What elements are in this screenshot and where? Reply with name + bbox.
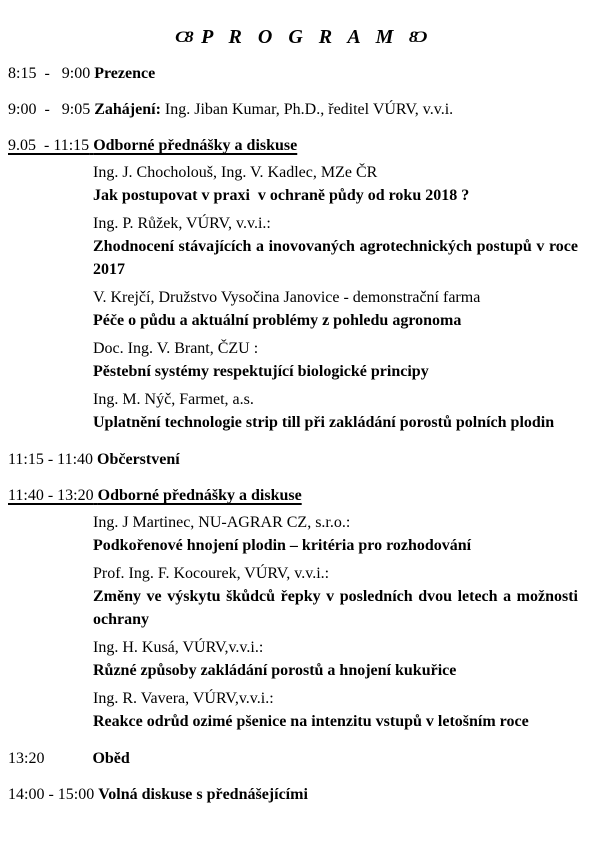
talk-list bbox=[93, 511, 578, 733]
time-range: 9.05 - 11:15 bbox=[8, 137, 90, 154]
talk-item bbox=[93, 636, 578, 682]
schedule-row-line bbox=[8, 785, 578, 805]
talk-title: Péče o půdu a aktuální problémy z pohledu agronoma bbox=[93, 312, 462, 329]
talk-item bbox=[93, 388, 578, 434]
talk-title: Pěstební systémy respektující biologické principy bbox=[93, 363, 429, 380]
schedule-row-line bbox=[8, 64, 578, 84]
talk-item bbox=[93, 212, 578, 281]
page-title-text: P R O G R A M bbox=[201, 26, 399, 48]
talk-title: Jak postupovat v praxi v ochraně půdy od roku 2018 ? bbox=[93, 187, 470, 204]
talk-speaker: Ing. M. Nýč, Farmet, a.s. bbox=[93, 391, 254, 408]
talk-title: Reakce odrůd ozimé pšenice na intenzitu vstupů v letošním roce bbox=[93, 713, 529, 730]
time-range: 13:20 bbox=[8, 750, 89, 767]
schedule-row bbox=[8, 785, 578, 805]
scroll-ornament-right-icon: 8Ɔ bbox=[408, 28, 425, 46]
talk-item bbox=[93, 511, 578, 557]
time-range: 11:40 - 13:20 bbox=[8, 487, 94, 504]
scroll-ornament-left-icon: C8 bbox=[175, 28, 192, 46]
section-heading-line bbox=[8, 486, 578, 506]
schedule-row-line bbox=[8, 450, 578, 470]
event-label: Občerstvení bbox=[97, 451, 180, 468]
talk-title: Různé způsoby zakládání porostů a hnojení kukuřice bbox=[93, 662, 457, 679]
section-heading-line bbox=[8, 136, 578, 156]
schedule-section bbox=[8, 486, 578, 733]
talk-speaker: Ing. H. Kusá, VÚRV,v.v.i.: bbox=[93, 639, 264, 656]
talk-speaker: Prof. Ing. F. Kocourek, VÚRV, v.v.i.: bbox=[93, 565, 330, 582]
talk-speaker: Ing. R. Vavera, VÚRV,v.v.i.: bbox=[93, 690, 274, 707]
talk-list bbox=[93, 161, 578, 434]
talk-title: Uplatnění technologie strip till při zakládání porostů polních plodin bbox=[93, 414, 555, 431]
talk-speaker: Ing. P. Růžek, VÚRV, v.v.i.: bbox=[93, 215, 271, 232]
time-range: 14:00 - 15:00 bbox=[8, 786, 95, 803]
talk-speaker: Ing. J. Chocholouš, Ing. V. Kadlec, MZe ČR bbox=[93, 164, 378, 181]
event-detail: Ing. Jiban Kumar, Ph.D., ředitel VÚRV, v.v.i. bbox=[164, 101, 454, 118]
event-label: Odborné přednášky a diskuse bbox=[97, 487, 302, 504]
talk-item bbox=[93, 562, 578, 631]
talk-speaker: Ing. J Martinec, NU-AGRAR CZ, s.r.o.: bbox=[93, 514, 351, 531]
event-label: Odborné přednášky a diskuse bbox=[93, 137, 298, 154]
talk-title: Změny ve výskytu škůdců řepky v posledních dvou letech a možnosti ochrany bbox=[93, 588, 578, 628]
page-title bbox=[0, 24, 600, 52]
schedule-row bbox=[8, 64, 578, 84]
schedule-row-line bbox=[8, 100, 578, 120]
time-range: 11:15 - 11:40 bbox=[8, 451, 94, 468]
event-label: Volná diskuse s přednášejícími bbox=[98, 786, 308, 803]
talk-title: Zhodnocení stávajících a inovovaných agrotechnických postupů v roce 2017 bbox=[93, 238, 578, 278]
schedule-row-line bbox=[8, 749, 578, 769]
talk-title: Podkořenové hnojení plodin – kritéria pro rozhodování bbox=[93, 537, 472, 554]
talk-item bbox=[93, 161, 578, 207]
event-label: Oběd bbox=[92, 750, 130, 767]
talk-item bbox=[93, 286, 578, 332]
schedule bbox=[0, 64, 600, 805]
talk-speaker: V. Krejčí, Družstvo Vysočina Janovice - demonstrační farma bbox=[93, 289, 481, 306]
time-range: 9:00 - 9:05 bbox=[8, 101, 91, 118]
talk-speaker: Doc. Ing. V. Brant, ČZU : bbox=[93, 340, 259, 357]
talk-item bbox=[93, 337, 578, 383]
event-label: Prezence bbox=[94, 65, 156, 82]
schedule-row bbox=[8, 450, 578, 470]
time-range: 8:15 - 9:00 bbox=[8, 65, 91, 82]
schedule-section bbox=[8, 136, 578, 434]
schedule-row bbox=[8, 749, 578, 769]
event-label: Zahájení: bbox=[94, 101, 161, 118]
talk-item bbox=[93, 687, 578, 733]
schedule-row bbox=[8, 100, 578, 120]
